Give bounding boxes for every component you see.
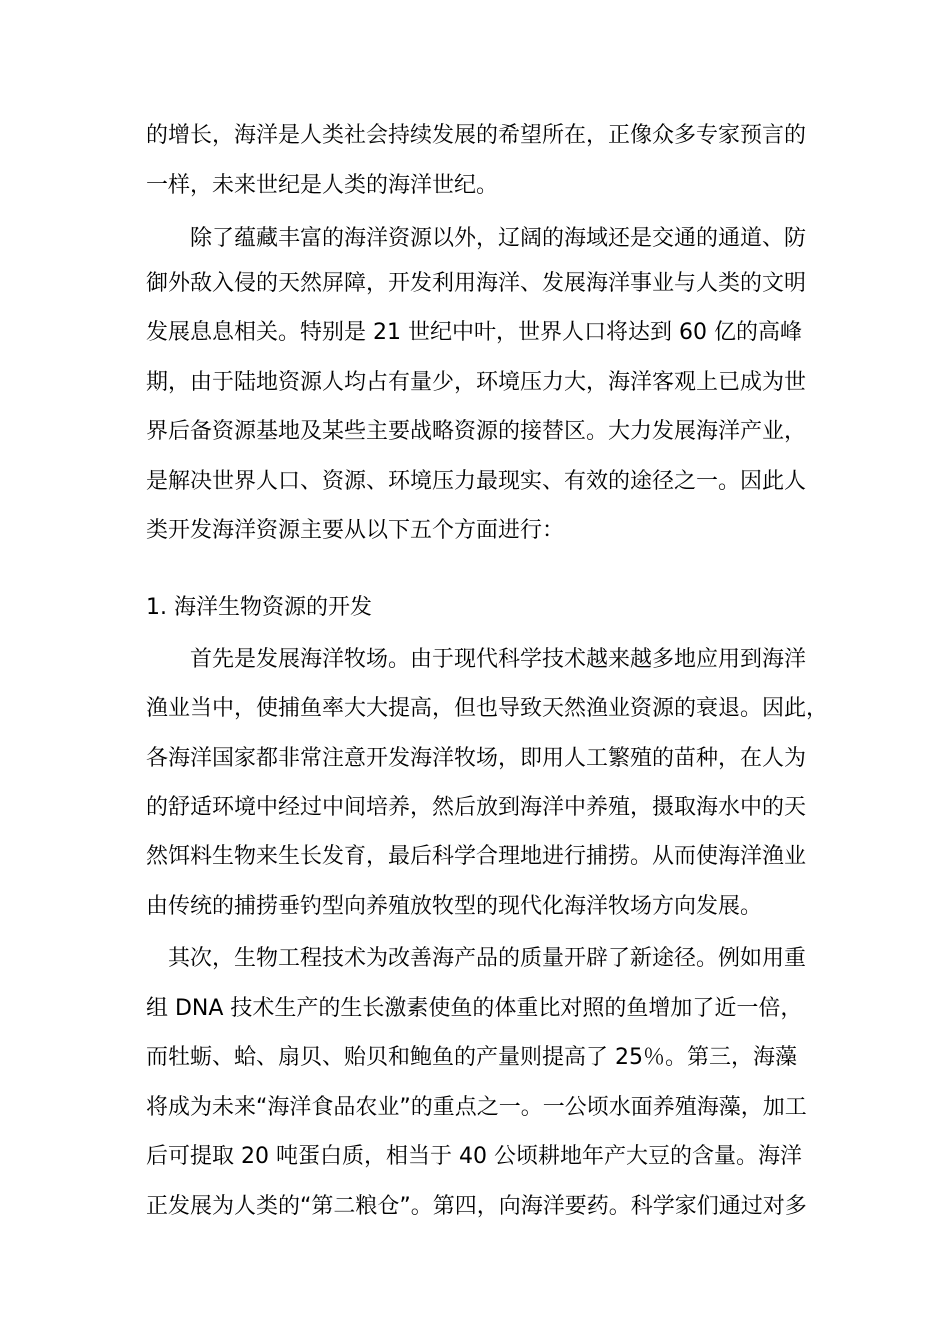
text-line: 除了蕴藏丰富的海洋资源以外，辽阔的海域还是交通的通道、防	[190, 226, 807, 251]
text-line: 首先是发展海洋牧场。由于现代科学技术越来越多地应用到海洋	[190, 647, 807, 672]
section-heading: 1. 海洋生物资源的开发	[146, 595, 372, 620]
text-line: 御外敌入侵的天然屏障，开发利用海洋、发展海洋事业与人类的文明	[146, 271, 807, 296]
text-line: 然饵料生物来生长发育，最后科学合理地进行捕捞。从而使海洋渔业	[146, 844, 807, 869]
text-line: 将成为未来“海洋食品农业”的重点之一。一公顷水面养殖海藻，加工	[146, 1095, 807, 1120]
text-line: 由传统的捕捞垂钓型向养殖放牧型的现代化海洋牧场方向发展。	[146, 894, 763, 919]
text-line: 正发展为人类的“第二粮仓”。第四，向海洋要药。科学家们通过对多	[146, 1194, 807, 1219]
text-line: 组 DNA 技术生产的生长激素使鱼的体重比对照的鱼增加了近一倍，	[146, 996, 803, 1021]
text-line: 是解决世界人口、资源、环境压力最现实、有效的途径之一。因此人	[146, 469, 807, 494]
text-line: 类开发海洋资源主要从以下五个方面进行：	[146, 518, 565, 543]
text-line: 一样，未来世纪是人类的海洋世纪。	[146, 173, 499, 198]
text-line: 其次，生物工程技术为改善海产品的质量开辟了新途径。例如用重	[168, 946, 807, 971]
text-line: 界后备资源基地及某些主要战略资源的接替区。大力发展海洋产业，	[146, 419, 807, 444]
text-line: 渔业当中，使捕鱼率大大提高，但也导致天然渔业资源的衰退。因此，	[146, 696, 829, 721]
text-line: 的增长，海洋是人类社会持续发展的希望所在，正像众多专家预言的	[146, 123, 807, 148]
text-line: 而牡蛎、蛤、扇贝、贻贝和鲍鱼的产量则提高了 25％。第三，海藻	[146, 1045, 797, 1070]
text-line: 发展息息相关。特别是 21 世纪中叶，世界人口将达到 60 亿的高峰	[146, 320, 802, 345]
text-line: 期，由于陆地资源人均占有量少，环境压力大，海洋客观上已成为世	[146, 370, 807, 395]
text-line: 各海洋国家都非常注意开发海洋牧场，即用人工繁殖的苗种，在人为	[146, 746, 807, 771]
text-line: 后可提取 20 吨蛋白质，相当于 40 公顷耕地年产大豆的含量。海洋	[146, 1144, 802, 1169]
text-line: 的舒适环境中经过中间培养，然后放到海洋中养殖，摄取海水中的天	[146, 795, 807, 820]
